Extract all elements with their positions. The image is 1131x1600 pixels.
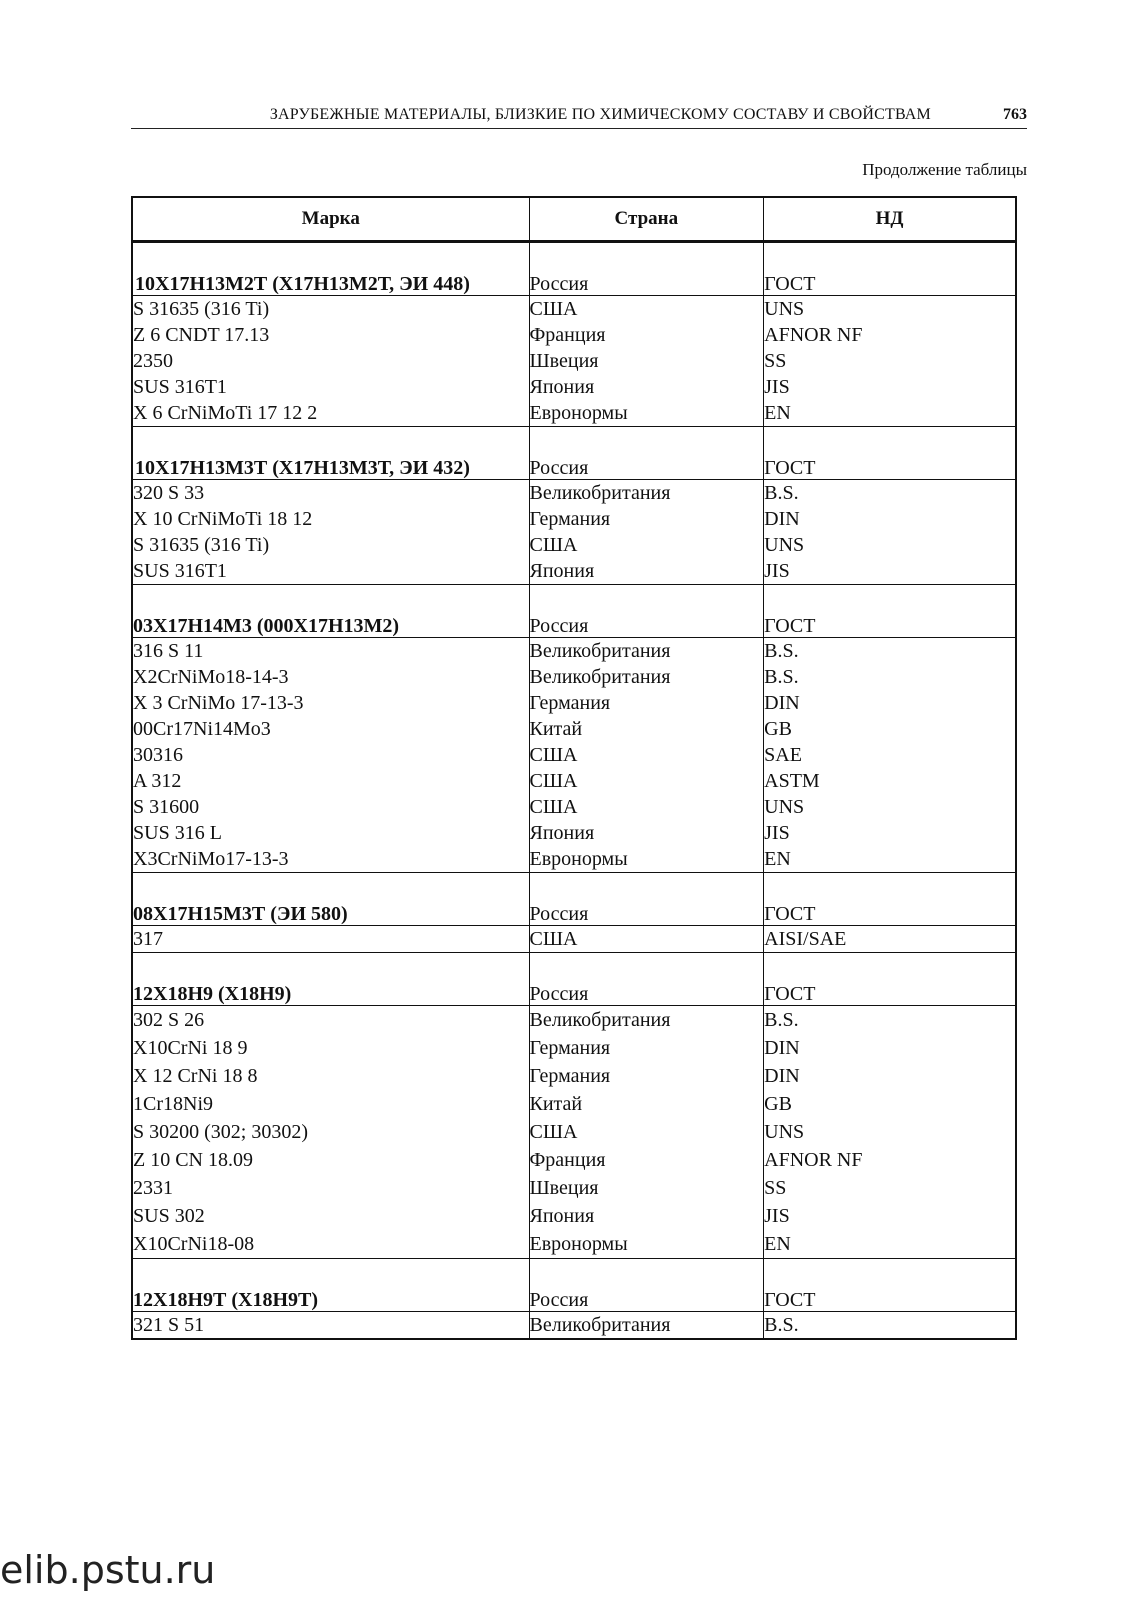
foreign-country-cell: Франция — [529, 322, 764, 348]
foreign-grade-cell: Z 6 CNDT 17.13 — [132, 322, 529, 348]
foreign-norm-cell: SAE — [764, 744, 802, 766]
russian-norm-cell: ГОСТ — [764, 1259, 1016, 1312]
foreign-norm-cell: UNS — [764, 1121, 805, 1143]
foreign-country-cell: США — [529, 794, 764, 820]
foreign-country-cell: Германия — [529, 1062, 764, 1090]
foreign-grade-cell: SUS 302 — [132, 1202, 529, 1230]
page-number: 763 — [1003, 106, 1027, 123]
foreign-norm-cell: DIN — [764, 1065, 800, 1087]
foreign-country-cell: Великобритания — [529, 1006, 764, 1035]
foreign-grade-cell: S 30200 (302; 30302) — [132, 1118, 529, 1146]
table-row — [132, 1118, 1016, 1146]
foreign-country-cell: Швеция — [529, 1174, 764, 1202]
foreign-grade-cell: 317 — [132, 926, 529, 953]
table-row — [132, 1312, 1016, 1340]
russian-country-cell: Россия — [529, 873, 764, 926]
running-header — [131, 104, 1027, 129]
foreign-norm-cell: B.S. — [764, 482, 799, 504]
russian-grade-cell: 12Х18Н9Т (Х18Н9Т) — [132, 1259, 529, 1312]
russian-grade-cell: 08Х17Н15М3Т (ЭИ 580) — [132, 873, 529, 926]
foreign-norm-cell: AFNOR NF — [764, 324, 863, 346]
foreign-grade-cell: S 31600 — [132, 794, 529, 820]
table-row — [132, 480, 1016, 507]
russian-norm-cell: ГОСТ — [764, 873, 1016, 926]
table-row — [132, 558, 1016, 585]
foreign-grade-cell: X 3 CrNiMo 17-13-3 — [132, 690, 529, 716]
table-row — [132, 820, 1016, 846]
russian-norm-cell: ГОСТ — [764, 585, 1016, 638]
table-row — [132, 664, 1016, 690]
foreign-grade-cell: 316 S 11 — [132, 638, 529, 665]
table-row — [132, 794, 1016, 820]
foreign-country-cell: Великобритания — [529, 1312, 764, 1340]
table-row — [132, 1202, 1016, 1230]
russian-country-cell: Россия — [529, 953, 764, 1006]
foreign-country-cell: Евронормы — [529, 1230, 764, 1259]
table-row — [132, 348, 1016, 374]
table-row — [132, 1174, 1016, 1202]
foreign-country-cell: Швеция — [529, 348, 764, 374]
table-row — [132, 532, 1016, 558]
column-header-country: Страна — [529, 197, 764, 242]
russian-grade-cell: 10Х17Н13М2Т (Х17Н13М2Т, ЭИ 448) — [132, 242, 529, 296]
foreign-norm-cell: UNS — [764, 534, 805, 556]
foreign-country-cell: Германия — [529, 1034, 764, 1062]
grade-group-header-row — [132, 873, 1016, 926]
watermark: elib.pstu.ru — [0, 1548, 216, 1592]
russian-norm-cell: ГОСТ — [764, 953, 1016, 1006]
foreign-grade-cell: SUS 316T1 — [132, 374, 529, 400]
foreign-country-cell: Япония — [529, 558, 764, 585]
foreign-grade-cell: 2350 — [132, 348, 529, 374]
foreign-norm-cell: DIN — [764, 692, 800, 714]
foreign-grade-cell: 320 S 33 — [132, 480, 529, 507]
foreign-norm-cell: EN — [764, 1230, 1016, 1259]
foreign-grade-cell: Z 10 CN 18.09 — [132, 1146, 529, 1174]
grade-group-header-row — [132, 953, 1016, 1006]
foreign-country-cell: Евронормы — [529, 400, 764, 427]
foreign-grade-cell: 30316 — [132, 742, 529, 768]
foreign-norm-cell: B.S. — [764, 666, 799, 688]
foreign-norm-cell: B.S. — [764, 1009, 799, 1031]
running-title: ЗАРУБЕЖНЫЕ МАТЕРИАЛЫ, БЛИЗКИЕ ПО ХИМИЧЕСКОМУ СОСТАВУ И СВОЙСТВАМ — [269, 106, 931, 123]
foreign-grade-cell: X2CrNiMo18-14-3 — [132, 664, 529, 690]
table-row — [132, 1230, 1016, 1259]
foreign-norm-cell: AISI/SAE — [764, 926, 1016, 953]
foreign-country-cell: Германия — [529, 506, 764, 532]
table-row — [132, 1090, 1016, 1118]
table-row — [132, 1006, 1016, 1035]
foreign-grade-cell: 321 S 51 — [132, 1312, 529, 1340]
table-row — [132, 1146, 1016, 1174]
foreign-grade-cell: A 312 — [132, 768, 529, 794]
foreign-grade-cell: X 12 CrNi 18 8 — [132, 1062, 529, 1090]
foreign-country-cell: Великобритания — [529, 638, 764, 665]
foreign-country-cell: Япония — [529, 1202, 764, 1230]
table-row — [132, 400, 1016, 427]
foreign-country-cell: Франция — [529, 1146, 764, 1174]
foreign-norm-cell: UNS — [764, 796, 805, 818]
column-header-grade: Марка — [132, 197, 529, 242]
table-header-row — [132, 197, 1016, 242]
foreign-grade-cell: 302 S 26 — [132, 1006, 529, 1035]
foreign-country-cell: США — [529, 926, 764, 953]
russian-country-cell: Россия — [529, 1259, 764, 1312]
foreign-norm-cell: JIS — [764, 558, 1016, 585]
foreign-norm-cell: B.S. — [764, 1312, 1016, 1340]
foreign-norm-cell: GB — [764, 1093, 792, 1115]
foreign-norm-cell: B.S. — [764, 640, 799, 662]
foreign-norm-cell: JIS — [764, 822, 790, 844]
foreign-country-cell: Япония — [529, 820, 764, 846]
foreign-country-cell: Великобритания — [529, 480, 764, 507]
russian-country-cell: Россия — [529, 585, 764, 638]
foreign-norm-cell: JIS — [764, 1205, 790, 1227]
grade-group-header-row — [132, 1259, 1016, 1312]
foreign-norm-cell: DIN — [764, 1037, 800, 1059]
grade-group-header-row — [132, 427, 1016, 480]
table-row — [132, 768, 1016, 794]
foreign-grade-cell: X 6 CrNiMoTi 17 12 2 — [132, 400, 529, 427]
russian-norm-cell: ГОСТ — [764, 242, 1016, 296]
foreign-grade-cell: X3CrNiMo17-13-3 — [132, 846, 529, 873]
foreign-country-cell: Китай — [529, 1090, 764, 1118]
table-continuation-label: Продолжение таблицы — [862, 160, 1027, 179]
grade-group-header-row — [132, 585, 1016, 638]
foreign-country-cell: Великобритания — [529, 664, 764, 690]
foreign-norm-cell: SS — [764, 1177, 787, 1199]
foreign-country-cell: Евронормы — [529, 846, 764, 873]
foreign-country-cell: Китай — [529, 716, 764, 742]
foreign-norm-cell: GB — [764, 718, 792, 740]
foreign-country-cell: США — [529, 768, 764, 794]
table-row — [132, 638, 1016, 665]
foreign-grade-cell: SUS 316T1 — [132, 558, 529, 585]
table-row — [132, 322, 1016, 348]
russian-grade-cell: 12Х18Н9 (Х18Н9) — [132, 953, 529, 1006]
table-row — [132, 742, 1016, 768]
foreign-grade-cell: S 31635 (316 Ti) — [132, 532, 529, 558]
table-row — [132, 846, 1016, 873]
foreign-norm-cell: JIS — [764, 376, 790, 398]
foreign-grade-cell: 1Cr18Ni9 — [132, 1090, 529, 1118]
russian-grade-cell: 10Х17Н13М3Т (Х17Н13М3Т, ЭИ 432) — [132, 427, 529, 480]
foreign-country-cell: США — [529, 532, 764, 558]
foreign-country-cell: США — [529, 742, 764, 768]
table-row — [132, 374, 1016, 400]
foreign-country-cell: Япония — [529, 374, 764, 400]
russian-country-cell: Россия — [529, 242, 764, 296]
foreign-norm-cell: SS — [764, 350, 787, 372]
foreign-norm-cell: ASTM — [764, 770, 820, 792]
russian-grade-cell: 03Х17Н14М3 (000Х17Н13М2) — [132, 585, 529, 638]
foreign-norm-cell: EN — [764, 400, 1016, 427]
foreign-norm-cell: DIN — [764, 508, 800, 530]
russian-norm-cell: ГОСТ — [764, 427, 1016, 480]
foreign-norm-cell: AFNOR NF — [764, 1149, 863, 1171]
foreign-grade-cell: X10CrNi18-08 — [132, 1230, 529, 1259]
table-row — [132, 926, 1016, 953]
table-row — [132, 506, 1016, 532]
foreign-norm-cell: UNS — [764, 298, 805, 320]
table-row — [132, 1062, 1016, 1090]
foreign-grade-cell: X 10 CrNiMoTi 18 12 — [132, 506, 529, 532]
foreign-country-cell: США — [529, 296, 764, 323]
russian-country-cell: Россия — [529, 427, 764, 480]
foreign-grade-cell: 2331 — [132, 1174, 529, 1202]
column-header-norm: НД — [764, 197, 1016, 242]
steel-grades-table — [131, 196, 1017, 1340]
table-row — [132, 1034, 1016, 1062]
foreign-grade-cell: X10CrNi 18 9 — [132, 1034, 529, 1062]
grade-group-header-row — [132, 242, 1016, 296]
table-body — [132, 242, 1016, 1340]
foreign-grade-cell: SUS 316 L — [132, 820, 529, 846]
table-row — [132, 296, 1016, 323]
foreign-grade-cell: 00Cr17Ni14Mo3 — [132, 716, 529, 742]
table-row — [132, 690, 1016, 716]
foreign-grade-cell: S 31635 (316 Ti) — [132, 296, 529, 323]
table-row — [132, 716, 1016, 742]
foreign-country-cell: США — [529, 1118, 764, 1146]
foreign-country-cell: Германия — [529, 690, 764, 716]
foreign-norm-cell: EN — [764, 846, 1016, 873]
